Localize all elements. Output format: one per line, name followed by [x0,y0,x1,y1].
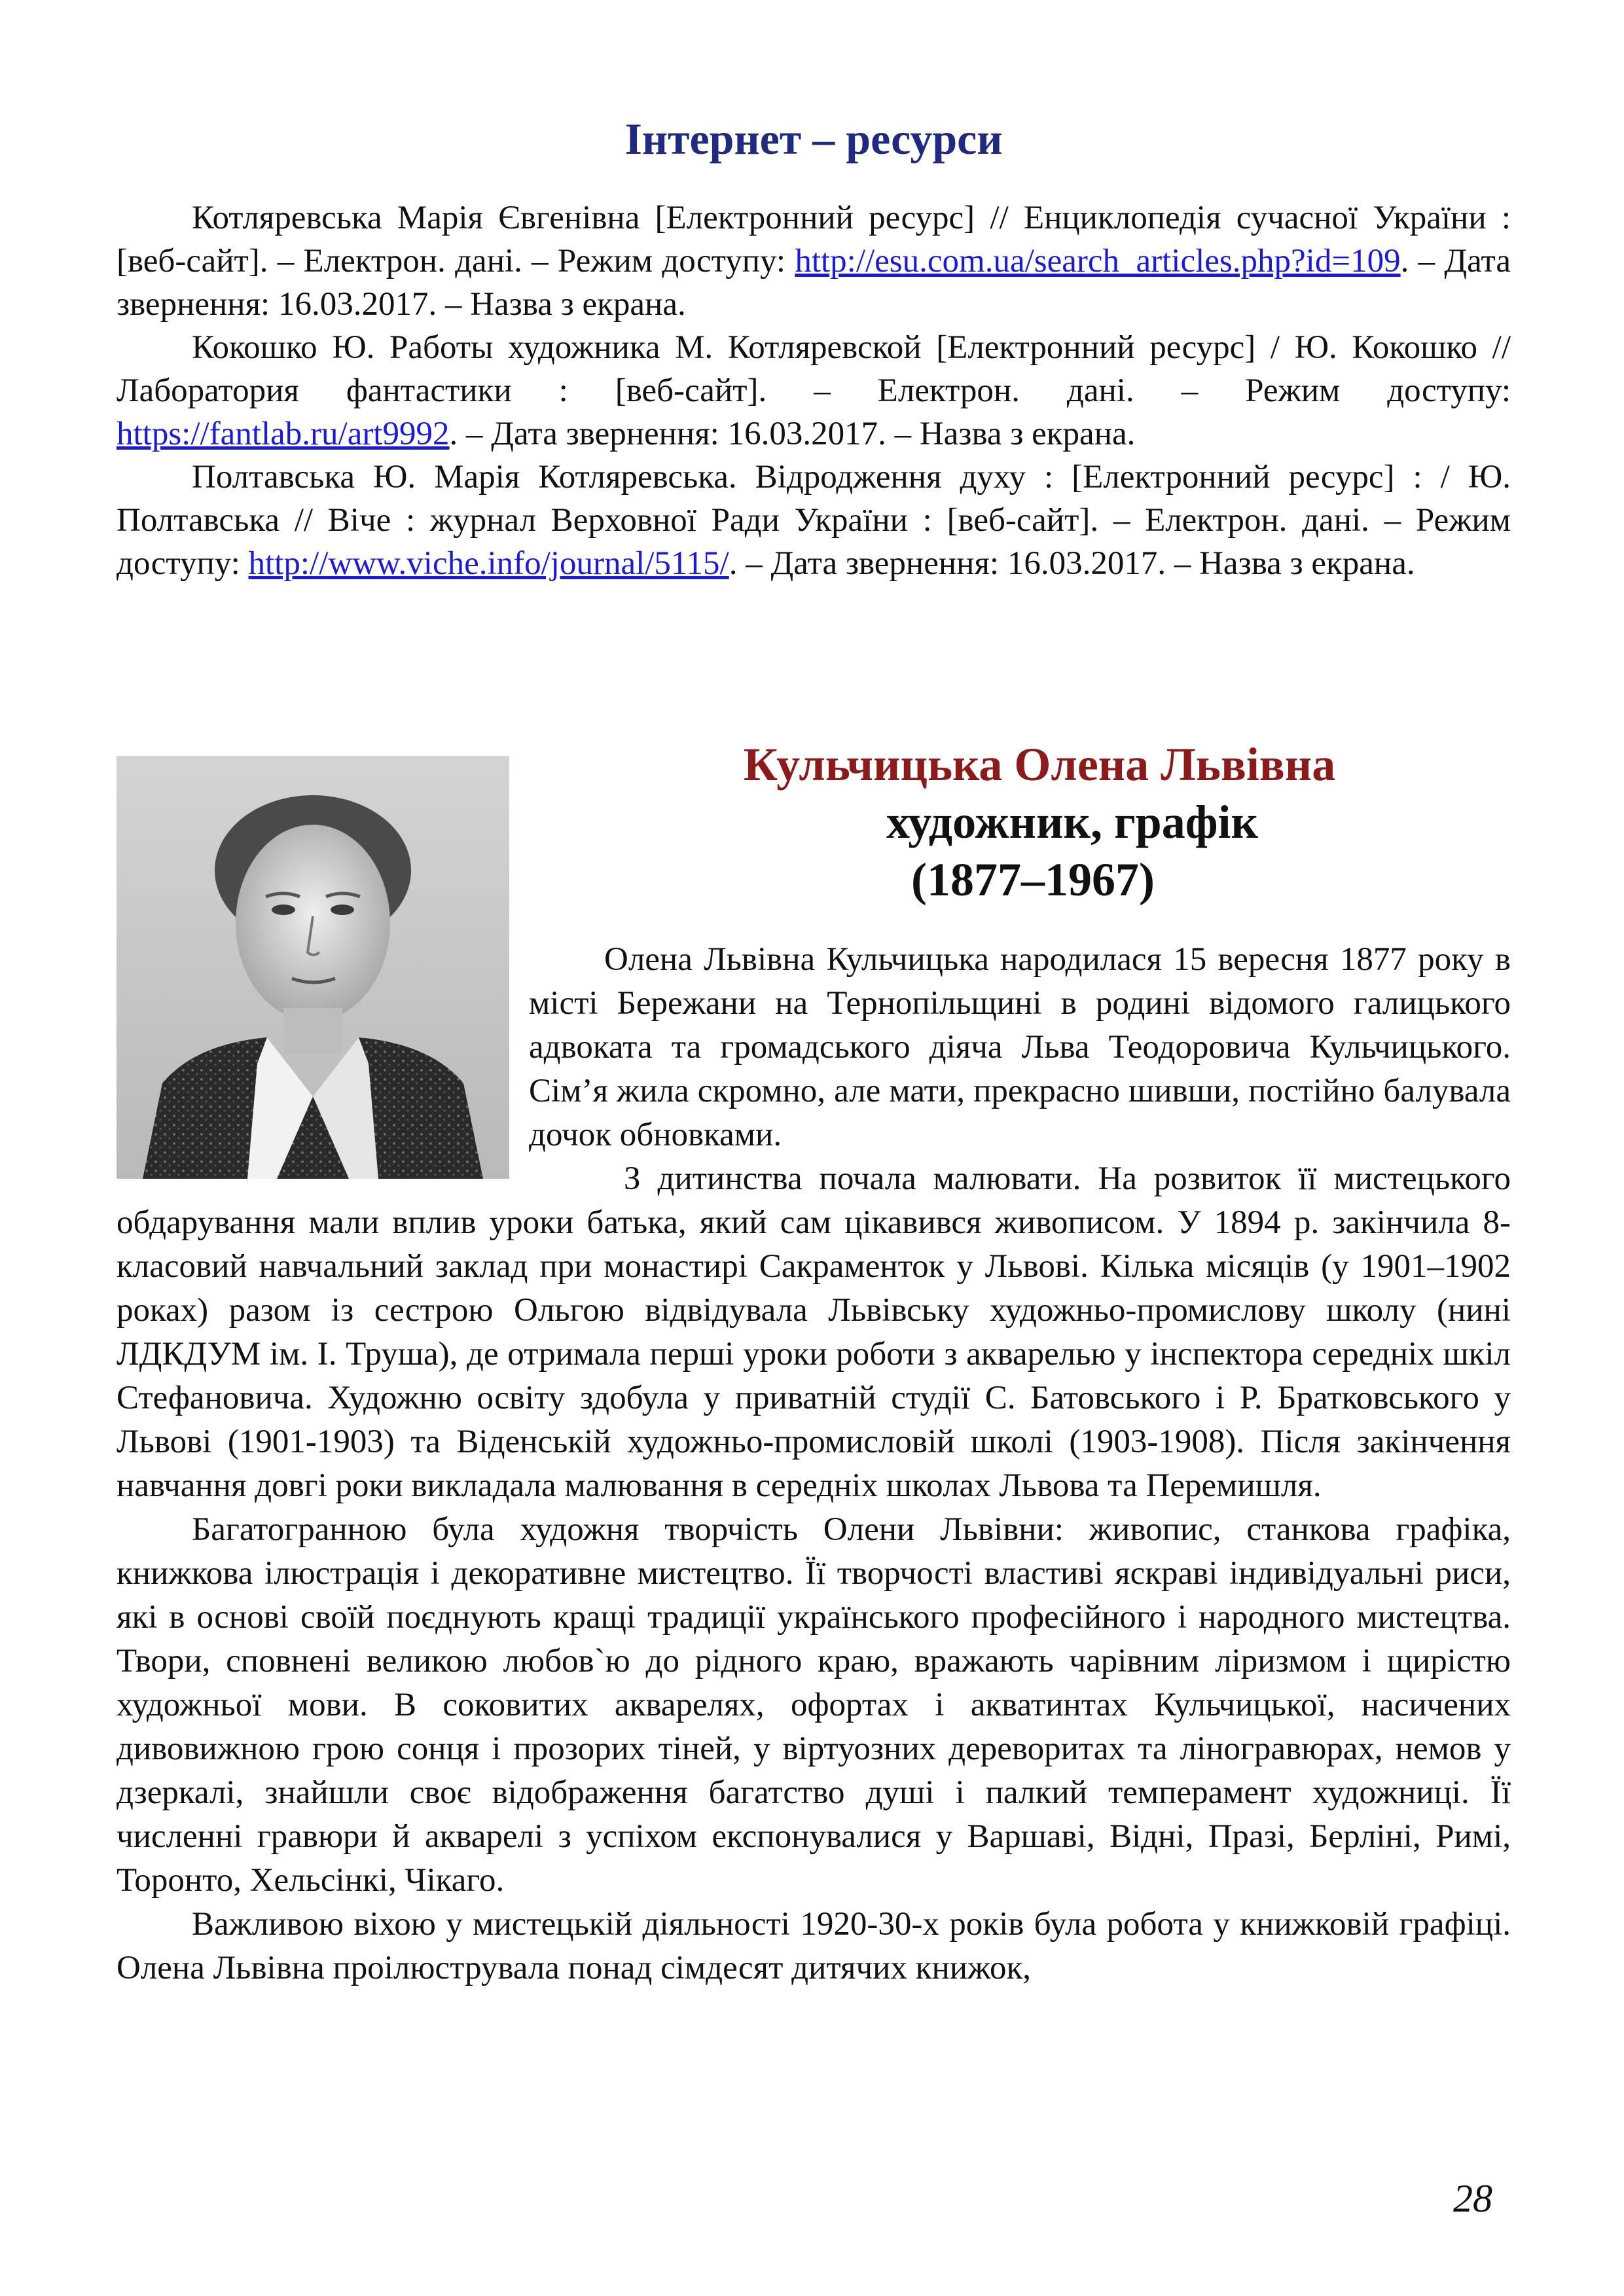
person-years: (1877–1967) [911,853,1155,906]
article-heading [529,736,1511,908]
reference-link[interactable]: http://esu.com.ua/search_articles.php?id=109 [795,243,1401,279]
reference-link[interactable]: http://www.viche.info/journal/5115/ [248,545,729,582]
paragraph: Багатогранною була художня творчість Олени Львівни: живопис, станкова графіка, книжкова ілюстрація і декоративне мистецтво. Її творчості властиві яскраві індивідуальні риси, які в основі своїй поєднують кращі традиції українського професійного і народного мистецтва. Твори, сповнені великою любов`ю до рідного краю, вражають чарівним ліризмом і щирістю художньої мови. В соковитих акварелях, офортах і акватинтах Кульчицької, насичених дивовижною грою сонця і прозорих тіней, у віртуозних дереворитах та ліногравюрах, немов у дзеркалі, знайшли своє відображення багатство душі і палкий темперамент художниці. Її численні гравюри й акварелі з успіхом експонувалися у Варшаві, Відні, Празі, Берліні, Римі, Торонто, Хельсінкі, Чікаго. [117,1511,1511,1899]
reference-item: Кокошко Ю. Работы художника М. Котляревской [Електронний ресурс] / Ю. Кокошко // Лаборатория фантастики : [веб-сайт]. – Електрон. дані. – Режим доступу: https://fantlab.ru/art9992. – Дата звернення: 16.03.2017. – Назва з екрана. [117,329,1511,452]
article-text [117,1157,1511,1990]
references-list [117,196,1511,585]
reference-link[interactable]: https://fantlab.ru/art9992 [117,416,450,452]
section-title: Інтернет – ресурси [624,114,1003,164]
portrait-photo [117,756,509,1179]
page [117,0,1511,2296]
reference-item: Котляревська Марія Євгенівна [Електронний ресурс] // Енциклопедія сучасної України : [веб-сайт]. – Електрон. дані. – Режим доступу: http://esu.com.ua/search_articles.php?id=109. – Дата звернення: 16.03.2017. – Назва з екрана. [117,200,1511,323]
reference-item: Полтавська Ю. Марія Котляревська. Відродження духу : [Електронний ресурс] : / Ю. Полтавська // Віче : журнал Верховної Ради України : [веб-сайт]. – Електрон. дані. – Режим доступу: http://www.viche.info/journal/5115/. – Дата звернення: 16.03.2017. – Назва з екрана. [117,459,1511,582]
page-number: 28 [1453,2177,1492,2220]
person-name: Кульчицька Олена Львівна [743,738,1336,791]
paragraph: З дитинства почала малювати. На розвиток її мистецького обдарування мали вплив уроки батька, який сам цікавився живописом. У 1894 р. закінчила 8-класовий навчальний заклад при монастирі Сакраменток у Львові. Кілька місяців (у 1901–1902 роках) разом із сестрою Ольгою відвідувала Львівську художньо-промислову школу (нині ЛДКДУМ ім. І. Труша), де отримала перші уроки роботи з акварелью у інспектора середніх шкіл Стефановича. Художню освіту здобула у приватній студії С. Батовського і Р. Братковського у Львові (1901-1903) та Віденській художньо-промисловій школі (1903-1908). Після закінчення навчання довгі роки викладала малювання в середніх школах Львова та Перемишля. [117,1160,1511,1504]
paragraph: Олена Львівна Кульчицька народилася 15 вересня 1877 року в місті Бережани на Тернопільщині в родині відомого галицького адвоката та громадського діяча Льва Теодоровича Кульчицького. Сім’я жила скромно, але мати, прекрасно шивши, постійно балувала дочок обновками. [529,941,1511,1153]
person-role: художник, графік [886,795,1259,848]
paragraph: Важливою віхою у мистецькій діяльності 1920-30-х років була робота у книжковій графіці. Олена Львівна проілюструвала понад сімдесят дитячих книжок, [117,1906,1511,1986]
article-text-beside-photo [529,938,1511,1157]
